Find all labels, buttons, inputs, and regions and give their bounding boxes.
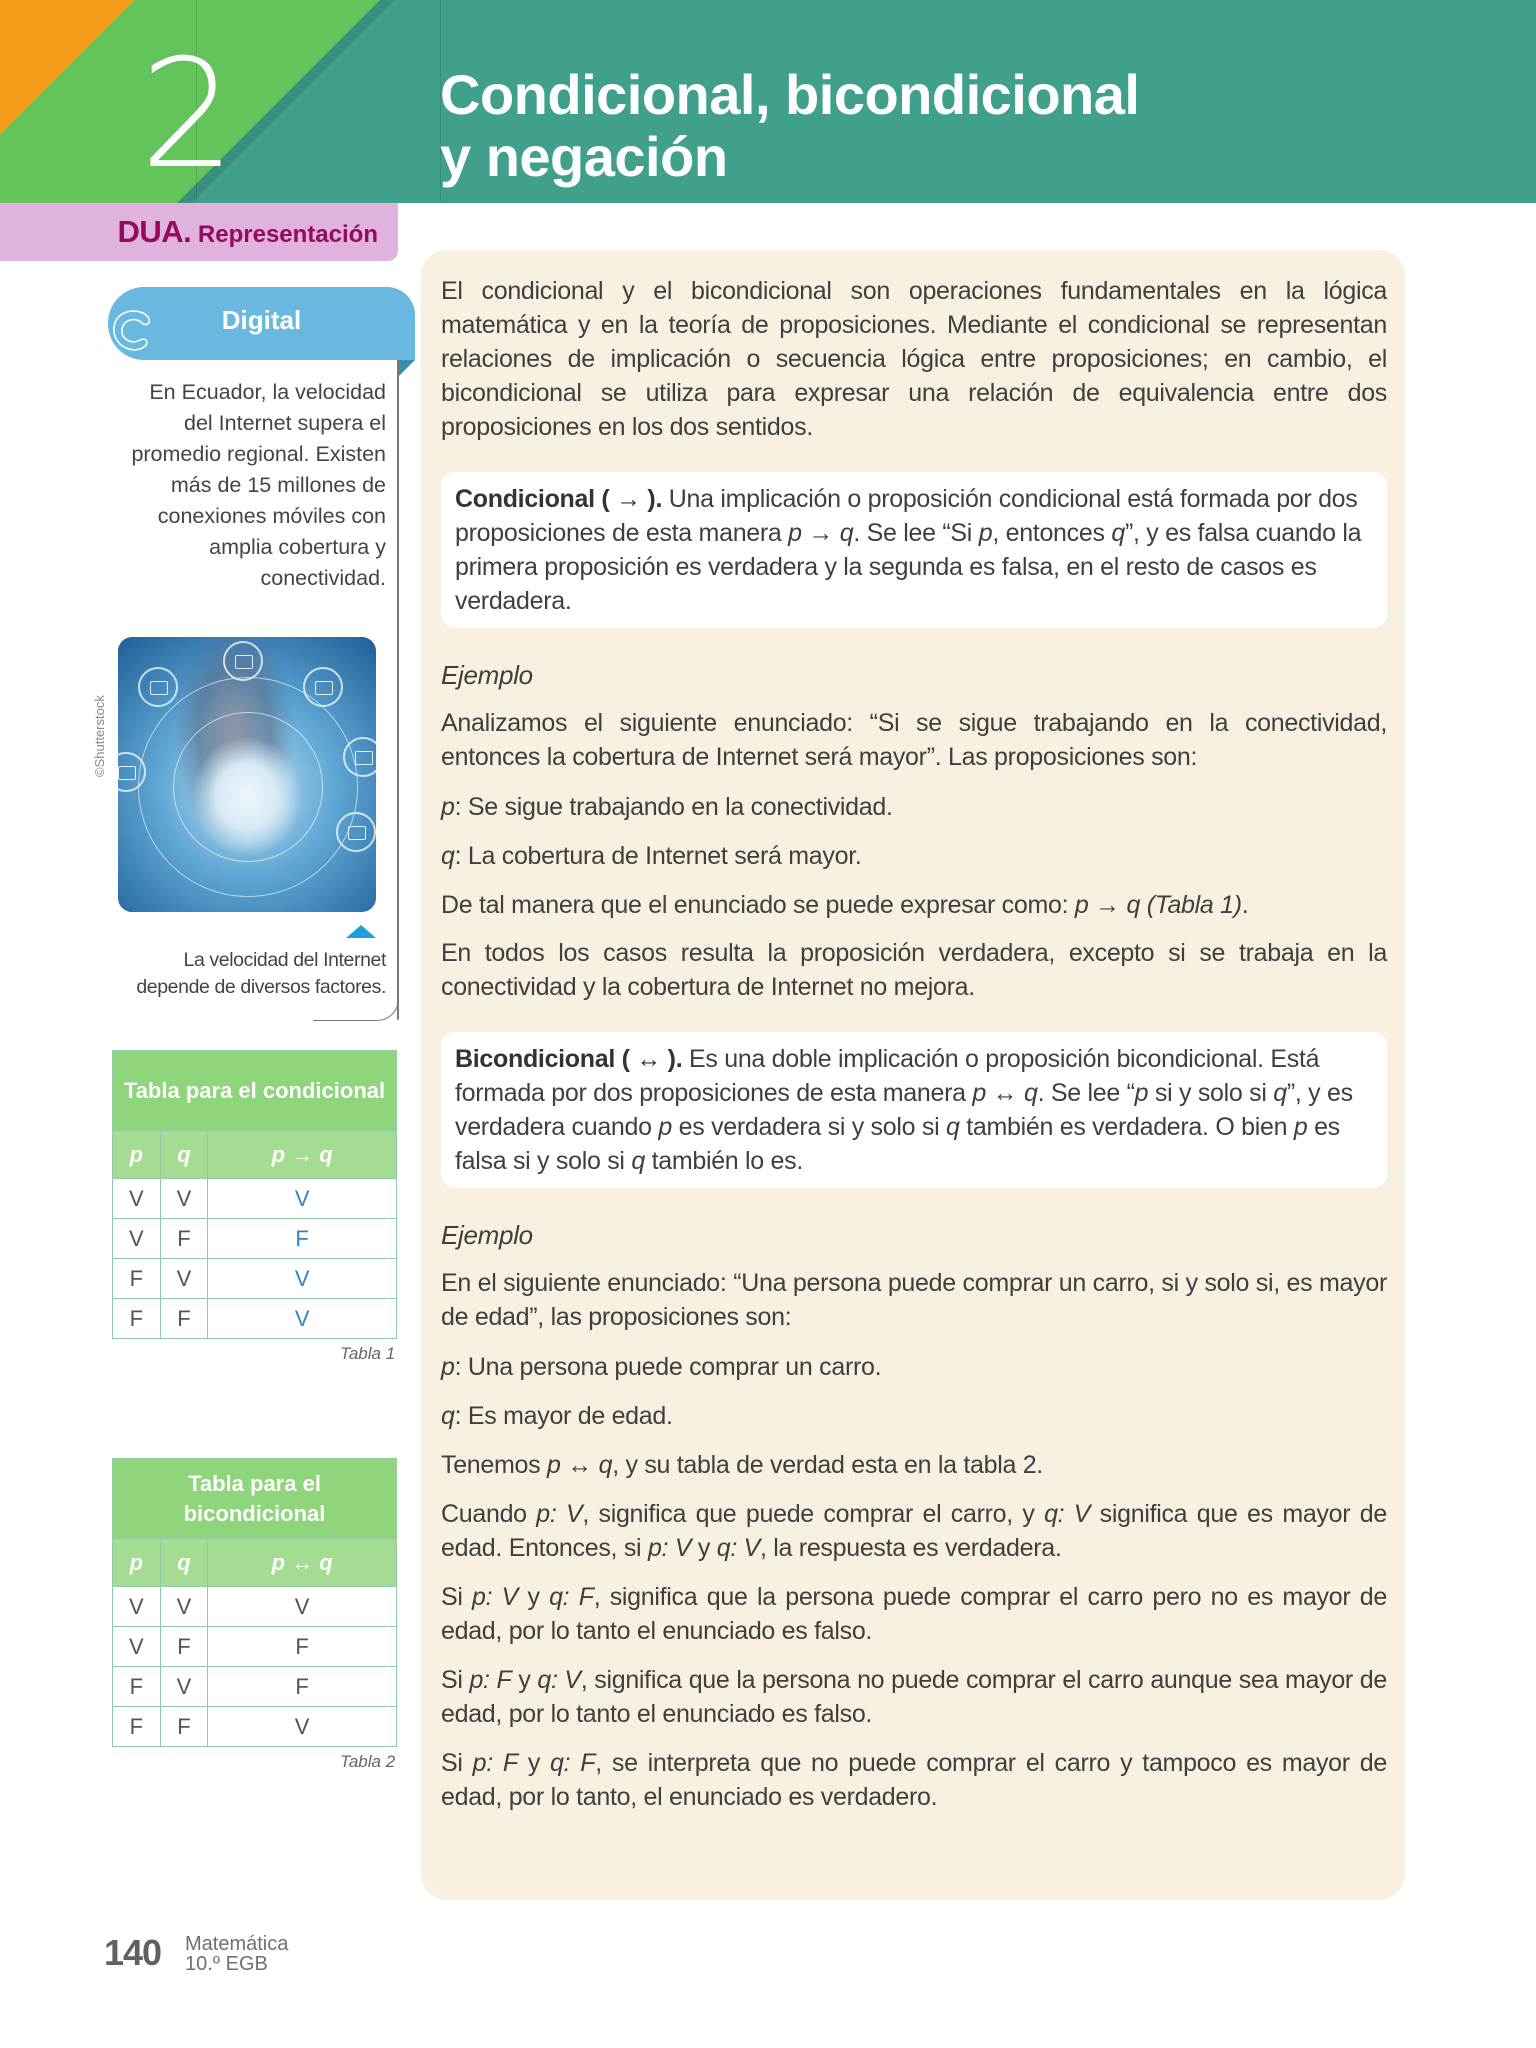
digital-card-fold <box>398 360 415 377</box>
monitor-icon <box>343 737 376 777</box>
cell-result: F <box>208 1667 397 1707</box>
table-row <box>113 1587 397 1627</box>
page-title <box>440 64 1139 188</box>
example-2-title <box>441 1218 1387 1253</box>
laptop-icon <box>138 667 178 707</box>
chapter-header-band <box>0 0 1536 203</box>
cell-q: F <box>160 1627 208 1667</box>
definition-text: ”, y es verdadera cuando <box>455 1079 1353 1141</box>
variable-p: p <box>1293 1113 1308 1141</box>
formula: p → q (Tabla 1) <box>1074 891 1242 919</box>
dua-label <box>117 215 378 252</box>
example-heading: Ejemplo <box>441 660 533 690</box>
digital-card-text: En Ecuador, la velocidad del Internet supera el promedio regional. Existen más de 15 millones de conexiones móviles con amplia cobertura y conectividad. <box>131 380 386 590</box>
cell-q: V <box>160 1667 208 1707</box>
definition-text: es falsa si y solo si <box>455 1113 1340 1175</box>
proposition-text: : Es mayor de edad. <box>454 1402 673 1430</box>
page-title-line-2: y negación <box>440 125 728 188</box>
cell-p: F <box>113 1299 161 1339</box>
case-text: y <box>517 1749 551 1777</box>
case-value: p: V <box>536 1500 583 1528</box>
example-2-q <box>441 1399 1387 1433</box>
table-label: Tabla 1 <box>340 1344 396 1363</box>
cell-q: V <box>160 1259 208 1299</box>
example-2-case-vv <box>441 1497 1387 1565</box>
digital-card-border <box>397 360 399 1020</box>
cell-q: V <box>160 1179 208 1219</box>
case-text: Si <box>441 1583 473 1611</box>
cell-p: V <box>113 1219 161 1259</box>
digital-card-header <box>108 287 415 360</box>
case-text: Cuando <box>441 1500 537 1528</box>
example-2-case-vf <box>441 1580 1387 1648</box>
case-value: q: V <box>1044 1500 1091 1528</box>
table-row <box>113 1219 397 1259</box>
intro-paragraph: El condicional y el bicondicional son operaciones fundamentales en la lógica matemática y en la teoría de proposiciones. Mediante el condicional se representan relaciones de implicación o secuencia lógica entre proposiciones; en cambio, el bicondicional se utiliza para expresar una relación de equivalencia entre dos proposiciones en los dos sentidos. <box>441 277 1387 441</box>
definition-text: , entonces <box>992 519 1112 547</box>
definition-text: Es una doble implicación o proposición bicondicional. Está formada por dos proposiciones de esta manera <box>455 1045 1320 1107</box>
truth-table-biconditional <box>112 1458 397 1747</box>
globe-icon <box>223 641 263 681</box>
case-text: , significa que la persona no puede comprar el carro aunque sea mayor de edad, por lo tanto el enunciado es falso. <box>441 1666 1387 1728</box>
variable-p: p <box>658 1113 672 1141</box>
dua-label-strong: DUA. <box>117 214 192 249</box>
case-text: , significa que la persona puede comprar el carro pero no es mayor de edad, por lo tanto el enunciado es falso. <box>441 1583 1387 1645</box>
column-header-p: p <box>113 1539 161 1587</box>
case-text: , se interpreta que no puede comprar el carro y tampoco es mayor de edad, por lo tanto, el enunciado es verdadero. <box>441 1749 1388 1811</box>
cell-p: F <box>113 1707 161 1747</box>
table-header-row <box>113 1131 397 1179</box>
table-row <box>113 1707 397 1747</box>
proposition-text: : La cobertura de Internet será mayor. <box>454 842 862 870</box>
explanation-text: Tenemos <box>441 1451 547 1479</box>
photo-credit: ©Shutterstock <box>92 695 107 777</box>
case-value: p: V <box>647 1534 692 1562</box>
definition-text: Una implicación o proposición condicional está formada por dos proposiciones de esta manera <box>455 485 1358 547</box>
cell-q: F <box>160 1219 208 1259</box>
biconditional-definition <box>455 1042 1373 1178</box>
cell-result: V <box>208 1259 397 1299</box>
example-2-case-ff <box>441 1746 1387 1814</box>
case-value: q: F <box>550 1749 596 1777</box>
cell-p: V <box>113 1627 161 1667</box>
conditional-definition-box <box>441 472 1387 628</box>
cell-q: F <box>160 1707 208 1747</box>
table-label: Tabla 2 <box>340 1752 396 1771</box>
case-text: y <box>518 1583 550 1611</box>
footer-subject <box>185 1934 288 1974</box>
column-header-result: p → q <box>208 1131 397 1179</box>
truth-table-conditional <box>112 1050 397 1339</box>
biconditional-term: Bicondicional ( ↔ ). <box>455 1045 683 1073</box>
variable-q: q <box>945 1113 960 1141</box>
dua-label-rest: Representación <box>191 221 378 248</box>
footer-grade: 10.º EGB <box>185 1953 268 1975</box>
table-title: Tabla para el condicional <box>113 1051 397 1131</box>
case-value: p: F <box>472 1749 518 1777</box>
example-1-title <box>441 658 1387 693</box>
example-2-p <box>441 1350 1387 1384</box>
main-content-panel <box>421 250 1405 1900</box>
example-1-conclusion: En todos los casos resulta la proposición verdadera, excepto si se trabaja en la conectividad y la cobertura de Internet no mejora. <box>441 939 1387 1001</box>
case-text: Si <box>441 1666 470 1694</box>
case-text: , significa que puede comprar el carro, y <box>582 1500 1045 1528</box>
example-1-q <box>441 839 1387 873</box>
cell-p: F <box>113 1259 161 1299</box>
photo-caption: La velocidad del Internet depende de diversos factores. <box>136 949 386 998</box>
conditional-definition <box>455 482 1373 618</box>
cell-p: V <box>113 1179 161 1219</box>
column-header-q: q <box>160 1539 208 1587</box>
case-value: q: V <box>537 1666 581 1694</box>
digital-card-title: Digital <box>221 305 302 335</box>
column-header-q: q <box>160 1131 208 1179</box>
example-2-case-fv <box>441 1663 1387 1731</box>
case-value: q: F <box>549 1583 594 1611</box>
table-header-row <box>113 1539 397 1587</box>
cell-result: F <box>208 1219 397 1259</box>
variable-p: p <box>441 1353 455 1381</box>
definition-text: si y solo si <box>1148 1079 1274 1107</box>
cell-result: V <box>208 1179 397 1219</box>
definition-text: es verdadera si y solo si <box>672 1113 946 1141</box>
caption-triangle-icon <box>346 925 376 938</box>
column-header-result: p ↔ q <box>208 1539 397 1587</box>
cart-icon <box>336 812 376 852</box>
proposition-text: : Una persona puede comprar un carro. <box>454 1353 882 1381</box>
table-row <box>113 1667 397 1707</box>
case-text: , la respuesta es verdadera. <box>760 1534 1062 1562</box>
variable-q: q <box>1111 519 1125 547</box>
example-heading: Ejemplo <box>441 1220 533 1250</box>
cell-result: V <box>208 1299 397 1339</box>
case-text: y <box>511 1666 538 1694</box>
case-value: q: V <box>716 1534 760 1562</box>
table-row <box>113 1179 397 1219</box>
variable-q: q <box>441 842 455 870</box>
case-text: y <box>691 1534 717 1562</box>
example-2-tenemos <box>441 1448 1387 1482</box>
expression-text: De tal manera que el enunciado se puede expresar como: <box>441 891 1075 919</box>
table-title: Tabla para el bicondicional <box>113 1459 397 1539</box>
photo-network-ring <box>173 712 323 862</box>
cell-p: V <box>113 1587 161 1627</box>
example-1-p <box>441 790 1387 824</box>
digital-sidebar-card <box>92 287 398 1027</box>
page-number: 140 <box>104 1932 162 1973</box>
variable-p: p <box>1134 1079 1149 1107</box>
variable-q: q <box>441 1402 455 1430</box>
definition-text: ”, y es falsa cuando la primera proposición es verdadera y la segunda es falsa, en el resto de casos es verdadera. <box>455 519 1362 615</box>
page-title-line-1: Condicional, bicondicional <box>440 63 1140 126</box>
unit-number: 2 <box>140 28 232 202</box>
expression-text: . <box>1241 891 1249 919</box>
case-value: p: V <box>472 1583 519 1611</box>
example-2-statement: En el siguiente enunciado: “Una persona puede comprar un carro, si y solo si, es mayor de edad”, las proposiciones son: <box>441 1269 1387 1331</box>
definition-text: . Se lee “ <box>1037 1079 1135 1107</box>
variable-q: q <box>1273 1079 1287 1107</box>
table-row <box>113 1299 397 1339</box>
table-row <box>113 1627 397 1667</box>
example-1-statement: Analizamos el siguiente enunciado: “Si se sigue trabajando en la conectividad, entonces la cobertura de Internet será mayor”. Las proposiciones son: <box>441 709 1387 771</box>
table-row <box>113 1259 397 1299</box>
footer-subject-name: Matemática <box>185 1933 289 1955</box>
explanation-text: , y su tabla de verdad esta en la tabla 2. <box>612 1451 1043 1479</box>
cell-p: F <box>113 1667 161 1707</box>
cell-result: F <box>208 1627 397 1667</box>
proposition-text: : Se sigue trabajando en la conectividad. <box>454 793 893 821</box>
cell-q: V <box>160 1587 208 1627</box>
case-value: p: F <box>469 1666 512 1694</box>
definition-text: también es verdadera. O bien <box>959 1113 1294 1141</box>
formula: p ↔ q <box>547 1451 613 1479</box>
definition-text: también lo es. <box>644 1147 804 1175</box>
formula: p → q <box>788 519 854 547</box>
dua-representation-tab <box>0 203 398 261</box>
case-text: Si <box>441 1749 473 1777</box>
variable-p: p <box>441 793 455 821</box>
case-text: significa que es mayor de edad. Entonces, si <box>441 1500 1387 1562</box>
variable-q: q <box>631 1147 645 1175</box>
example-1-expression <box>441 888 1387 922</box>
internet-connectivity-photo <box>118 637 376 912</box>
variable-p: p <box>978 519 993 547</box>
biconditional-definition-box <box>441 1032 1387 1188</box>
formula: p ↔ q <box>972 1079 1038 1107</box>
cell-q: F <box>160 1299 208 1339</box>
cell-result: V <box>208 1587 397 1627</box>
cell-result: V <box>208 1707 397 1747</box>
conditional-term: Condicional ( → ). <box>455 485 663 513</box>
tablet-icon <box>303 667 343 707</box>
definition-text: . Se lee “Si <box>853 519 979 547</box>
column-header-p: p <box>113 1131 161 1179</box>
